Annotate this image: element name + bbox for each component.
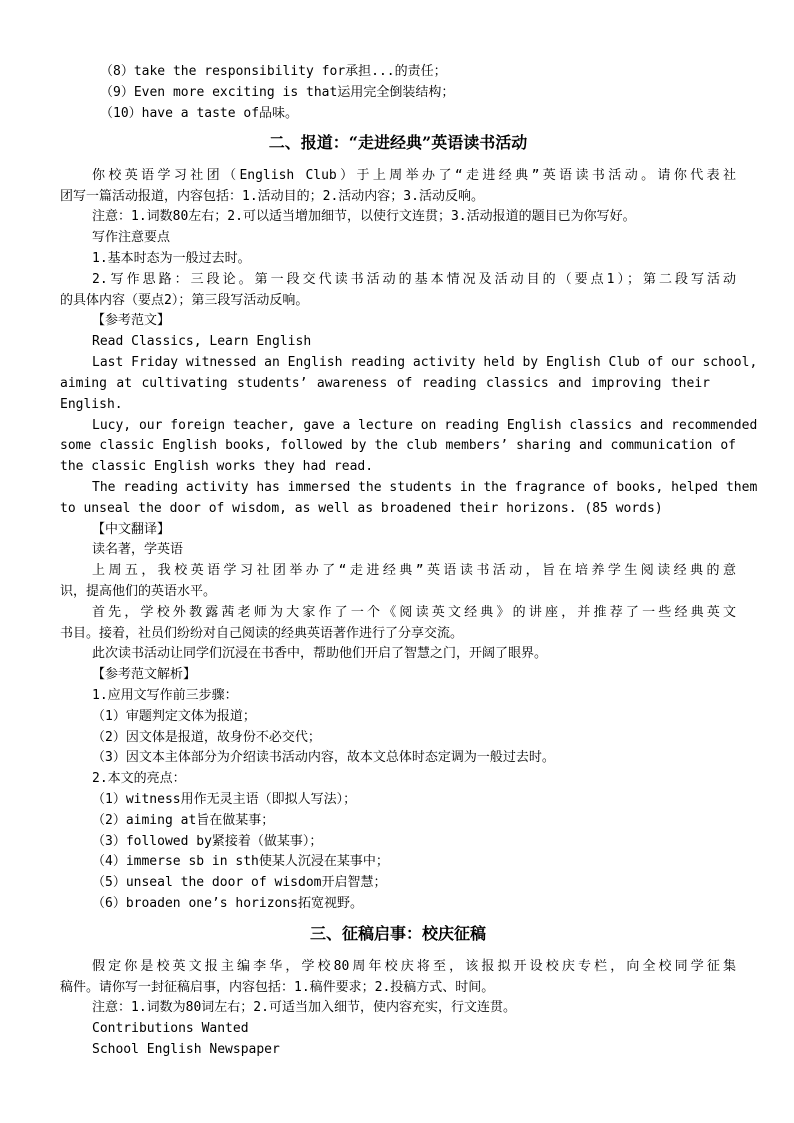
paragraph-line: School English Newspaper [92, 1042, 280, 1057]
paragraph-line: 的具体内容（要点2）；第三段写活动反响。 [60, 293, 309, 308]
list-item: （5）unseal the door of wisdom开启智慧； [92, 875, 387, 890]
paragraph-line: 假定你是校英文报主编李华，学校80周年校庆将至，该报拟开设校庆专栏，向全校同学征集 [92, 959, 736, 974]
list-item: （8）take the responsibility for承担...的责任； [100, 64, 447, 79]
paragraph-line: 书目。接着，社员们纷纷对自己阅读的经典英语著作进行了分享交流。 [60, 626, 464, 641]
paragraph-line: English. [60, 397, 123, 412]
paragraph-line: 你校英语学习社团（English Club）于上周举办了“走进经典”英语读书活动。请你代表社 [92, 168, 736, 183]
section-label: 【中文翻译】 [92, 522, 171, 537]
list-item: （2）因文体是报道，故身份不必交代； [92, 730, 321, 745]
paragraph-line: 写作注意要点 [92, 230, 171, 245]
paragraph-line: 注意：1.词数80左右；2.可以适当增加细节，以使行文连贯；3.活动报道的题目已为你写好。 [92, 209, 636, 224]
translation-title: 读名著，学英语 [92, 542, 184, 557]
paragraph-line: 识，提高他们的英语水平。 [60, 584, 217, 599]
list-item: （9）Even more exciting is that运用完全倒装结构； [100, 85, 455, 100]
section-label: 【参考范文】 [92, 313, 171, 328]
list-item: （1）witness用作无灵主语（即拟人写法）； [92, 792, 357, 807]
list-item: （6）broaden one’s horizons拓宽视野。 [92, 896, 364, 911]
paragraph-line: 此次读书活动让同学们沉浸在书香中，帮助他们开启了智慧之门，开阔了眼界。 [92, 646, 548, 661]
paragraph-line: Last Friday witnessed an English reading activity held by English Club of our school, [92, 355, 758, 370]
essay-title: Contributions Wanted [92, 1021, 249, 1036]
list-item: （2）aiming at旨在做某事； [92, 813, 275, 828]
list-item: 2.本文的亮点： [92, 771, 186, 786]
paragraph-line: 1.基本时态为一般过去时。 [92, 251, 251, 266]
paragraph-line: The reading activity has immersed the students in the fragrance of books, helped them [92, 480, 758, 495]
list-item: （10）have a taste of品味。 [100, 106, 299, 121]
list-item: 1.应用文写作前三步骤： [92, 688, 238, 703]
paragraph-line: to unseal the door of wisdom, as well as broadened their horizons. (85 words) [60, 501, 663, 516]
paragraph-line: some classic English books, followed by the club members’ sharing and communication of [60, 438, 736, 453]
paragraph-line: 注意：1.词数为80词左右；2.可适当加入细节，使内容充实，行文连贯。 [92, 1000, 516, 1015]
list-item: （1）审题判定文体为报道； [92, 709, 256, 724]
paragraph-line: 团写一篇活动报道，内容包括：1.活动目的；2.活动内容；3.活动反响。 [60, 189, 484, 204]
paragraph-line: Lucy, our foreign teacher, gave a lecture on reading English classics and recommended [92, 418, 758, 433]
paragraph-line: aiming at cultivating students’ awareness of reading classics and improving their [60, 376, 710, 391]
list-item: （4）immerse sb in sth使某人沉浸在某事中； [92, 854, 389, 869]
paragraph-line: 2.写作思路：三段论。第一段交代读书活动的基本情况及活动目的（要点1）；第二段写活动 [92, 272, 736, 287]
paragraph-line: the classic English works they had read. [60, 459, 374, 474]
essay-title: Read Classics, Learn English [92, 334, 312, 349]
list-item: （3）followed by紧接着（做某事）； [92, 834, 323, 849]
section-label: 【参考范文解析】 [92, 667, 197, 682]
paragraph-line: 稿件。请你写一封征稿启事，内容包括：1.稿件要求；2.投稿方式、时间。 [60, 980, 495, 995]
section-heading: 二、报道：“走进经典”英语读书活动 [268, 133, 528, 152]
paragraph-line: 上周五，我校英语学习社团举办了“走进经典”英语读书活动，旨在培养学生阅读经典的意 [92, 563, 736, 578]
paragraph-line: 首先，学校外教露茜老师为大家作了一个《阅读英文经典》的讲座，并推荐了一些经典英文 [92, 605, 736, 620]
list-item: （3）因文本主体部分为介绍读书活动内容，故本文总体时态定调为一般过去时。 [92, 750, 555, 765]
section-heading: 三、征稿启事：校庆征稿 [309, 924, 486, 943]
